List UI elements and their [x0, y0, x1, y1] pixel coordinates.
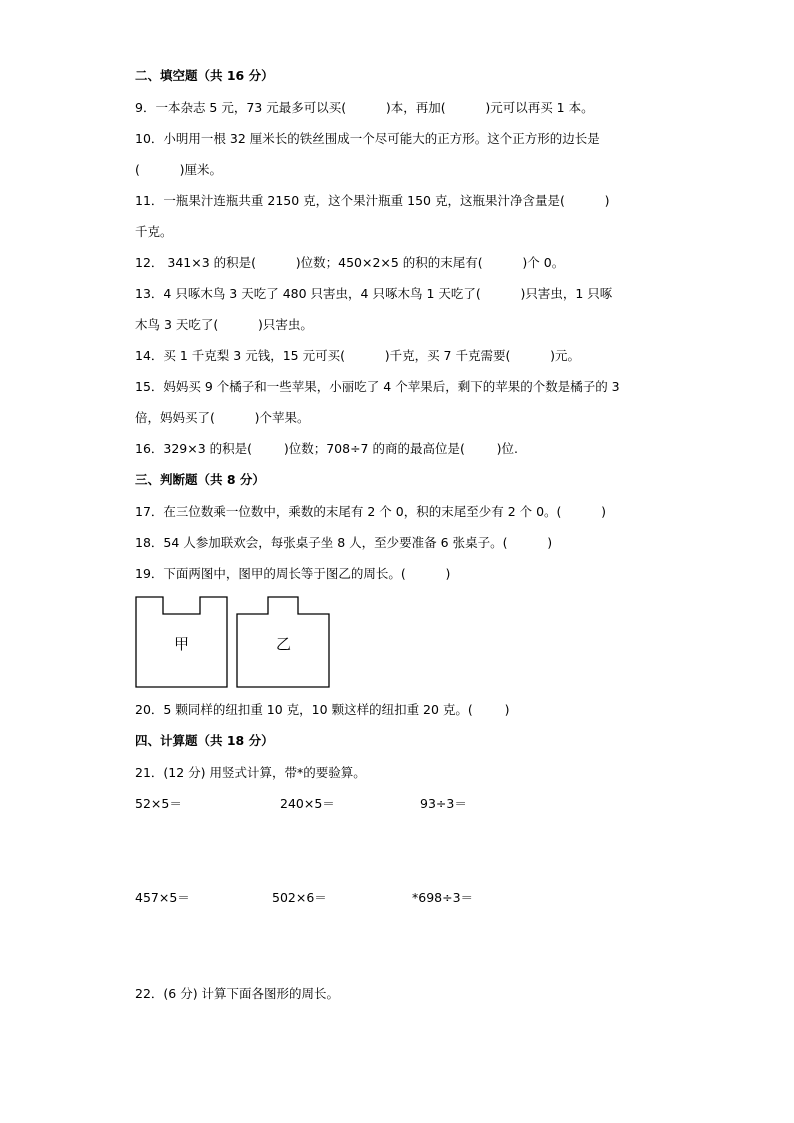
question-19: 19．下面两图中，图甲的周长等于图乙的周长。( )	[135, 566, 451, 581]
question-16: 16．329×3 的积是( )位数；708÷7 的商的最高位是( )位.	[135, 441, 518, 456]
section-fill-in-heading: 二、填空题（共 16 分）	[135, 68, 274, 83]
calc-item: 240×5＝	[280, 796, 335, 811]
calc-item: *698÷3＝	[412, 890, 474, 905]
figure-yi-label: 乙	[276, 635, 292, 653]
question-13-line-1: 13．4 只啄木鸟 3 天吃了 480 只害虫，4 只啄木鸟 1 天吃了( )只害虫，1 只啄	[135, 286, 613, 301]
section-true-false-heading: 三、判断题（共 8 分）	[135, 472, 265, 487]
question-17: 17．在三位数乘一位数中，乘数的末尾有 2 个 0，积的末尾至少有 2 个 0。( )	[135, 504, 607, 519]
question-13-line-2: 木鸟 3 天吃了( )只害虫。	[135, 317, 313, 332]
section-calculation-heading: 四、计算题（共 18 分）	[135, 733, 274, 748]
question-20: 20．5 颗同样的纽扣重 10 克，10 颗这样的纽扣重 20 克。( )	[135, 702, 510, 717]
question-15-line-1: 15．妈妈买 9 个橘子和一些苹果，小丽吃了 4 个苹果后，剩下的苹果的个数是橘子的 3	[135, 379, 620, 394]
calc-item: 502×6＝	[272, 890, 327, 905]
question-14: 14．买 1 千克梨 3 元钱，15 元可买( )千克，买 7 千克需要( )元。	[135, 348, 580, 363]
question-10-line-1: 10．小明用一根 32 厘米长的铁丝围成一个尽可能大的正方形。这个正方形的边长是	[135, 131, 600, 146]
question-21: 21．(12 分) 用竖式计算，带*的要验算。	[135, 765, 366, 780]
question-11-line-1: 11．一瓶果汁连瓶共重 2150 克，这个果汁瓶重 150 克，这瓶果汁净含量是( )	[135, 193, 610, 208]
question-12: 12． 341×3 的积是( )位数；450×2×5 的积的末尾有( )个 0。	[135, 255, 565, 270]
question-11-line-2: 千克。	[135, 224, 173, 239]
question-15-line-2: 倍，妈妈买了( )个苹果。	[135, 410, 310, 425]
question-9: 9．一本杂志 5 元，73 元最多可以买( )本，再加( )元可以再买 1 本。	[135, 100, 594, 115]
question-22: 22．(6 分) 计算下面各图形的周长。	[135, 986, 340, 1001]
calc-item: 52×5＝	[135, 796, 182, 811]
figure-jia-label: 甲	[174, 635, 190, 653]
question-10-line-2: ( )厘米。	[135, 162, 222, 177]
calc-item: 93÷3＝	[420, 796, 467, 811]
calc-item: 457×5＝	[135, 890, 190, 905]
question-18: 18．54 人参加联欢会，每张桌子坐 8 人，至少要准备 6 张桌子。( )	[135, 535, 553, 550]
